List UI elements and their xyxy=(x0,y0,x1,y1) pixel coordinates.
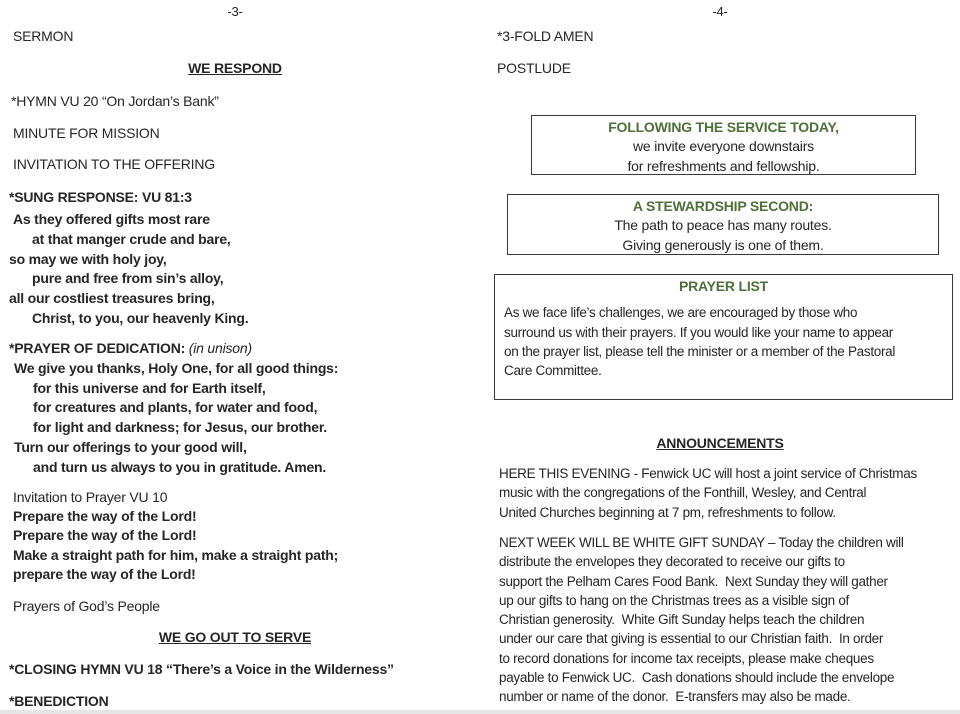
prayers-of-gods-people: Prayers of God’s People xyxy=(13,598,160,614)
prayer-list-line: As we face life’s challenges, we are encouraged by those who xyxy=(504,305,858,321)
announcement-line: under our care that giving is essential to our Christian faith. In order xyxy=(499,631,884,647)
prayer-of-dedication-heading: *PRAYER OF DEDICATION: (in unison) xyxy=(9,340,252,356)
postlude-line: POSTLUDE xyxy=(497,60,571,76)
announcement-line: HERE THIS EVENING - Fenwick UC will host a joint service of Christmas xyxy=(499,466,917,481)
box-line: we invite everyone downstairs xyxy=(633,138,814,155)
announcement-paragraph-2 xyxy=(499,533,904,707)
stewardship-box xyxy=(507,194,939,255)
verse-line: and turn us always to you in gratitude. Amen. xyxy=(33,458,327,475)
announcement-line: to record donations for income tax receipts, please make cheques xyxy=(499,650,874,666)
announcement-line: payable to Fenwick UC. Cash donations should include the envelope xyxy=(499,670,895,686)
refrain-line: Make a straight path for him, make a straight path; xyxy=(13,546,339,563)
announcement-line: NEXT WEEK WILL BE WHITE GIFT SUNDAY – Today the children will xyxy=(499,535,904,550)
invitation-to-prayer-block xyxy=(13,488,338,584)
verse-line: for this universe and for Earth itself, xyxy=(33,379,266,396)
unison-note: (in unison) xyxy=(188,340,252,356)
announcements-heading: ANNOUNCEMENTS xyxy=(656,435,784,451)
page-4 xyxy=(480,0,960,714)
prayer-list-line: surround us with their prayers. If you would like your name to appear xyxy=(504,324,894,340)
announcement-line: up our gifts to hang on the Christmas trees as a visible sign of xyxy=(499,592,849,608)
refrain-line: Prepare the way of the Lord! xyxy=(13,527,197,544)
following-service-box xyxy=(531,115,916,175)
section-heading-we-go-out-to-serve: WE GO OUT TO SERVE xyxy=(158,629,312,645)
box-line: Giving generously is one of them. xyxy=(622,236,824,253)
page-number: -3- xyxy=(227,4,243,19)
service-item-invitation-offering: INVITATION TO THE OFFERING xyxy=(13,156,215,172)
verse-line: pure and free from sin’s alloy, xyxy=(32,270,224,287)
refrain-line: prepare the way of the Lord! xyxy=(13,565,196,582)
box-title: FOLLOWING THE SERVICE TODAY, xyxy=(608,119,839,135)
sung-response-heading: *SUNG RESPONSE: VU 81:3 xyxy=(9,189,192,205)
section-heading-we-respond: WE RESPOND xyxy=(188,60,282,76)
benediction-line: *BENEDICTION xyxy=(9,693,109,709)
announcement-line: music with the congregations of the Fonthill, Wesley, and Central xyxy=(499,485,867,501)
announcement-line: number or name of the donor. E-transfers may also be made. xyxy=(499,689,851,705)
threefold-amen-line: *3-FOLD AMEN xyxy=(497,28,594,44)
announcement-line: Christian generosity. White Gift Sunday helps teach the children xyxy=(499,612,865,628)
prayer-list-line: Care Committee. xyxy=(504,363,602,379)
announcement-line: support the Pelham Cares Food Bank. Next Sunday they will gather xyxy=(499,573,888,589)
closing-hymn-line: *CLOSING HYMN VU 18 “There’s a Voice in the Wilderness” xyxy=(9,661,394,677)
announcement-line: United Churches beginning at 7 pm, refreshments to follow. xyxy=(499,504,836,520)
prayer-list-line: on the prayer list, please tell the minister or a member of the Pastoral xyxy=(504,343,896,359)
verse-line: for creatures and plants, for water and food, xyxy=(33,399,318,416)
box-line: The path to peace has many routes. xyxy=(614,217,832,234)
refrain-line: Prepare the way of the Lord! xyxy=(13,508,197,525)
sung-response-verse xyxy=(9,210,249,329)
verse-line: so may we with holy joy, xyxy=(9,250,167,267)
box-line: for refreshments and fellowship. xyxy=(627,157,820,174)
dedication-verse xyxy=(14,359,338,477)
verse-line: all our costliest treasures bring, xyxy=(9,290,215,307)
verse-line: As they offered gifts most rare xyxy=(13,211,210,227)
verse-line: at that manger crude and bare, xyxy=(32,230,231,247)
hymn-line: *HYMN VU 20 “On Jordan’s Bank” xyxy=(11,93,219,109)
box-title: A STEWARDSHIP SECOND: xyxy=(632,198,814,214)
verse-line: We give you thanks, Holy One, for all good things: xyxy=(14,360,339,376)
page-number: -4- xyxy=(712,4,728,19)
verse-line: for light and darkness; for Jesus, our brother. xyxy=(33,419,327,436)
service-item-minute-for-mission: MINUTE FOR MISSION xyxy=(13,125,160,141)
invitation-to-prayer-line: Invitation to Prayer VU 10 xyxy=(13,489,168,505)
prayer-list-text xyxy=(495,296,952,380)
verse-line: Christ, to you, our heavenly King. xyxy=(32,309,249,326)
service-item-sermon: SERMON xyxy=(13,28,74,44)
prayer-list-box xyxy=(494,274,953,400)
box-title: PRAYER LIST xyxy=(678,278,769,294)
announcement-line: distribute the envelopes they decorated to receive our gifts to xyxy=(499,554,845,570)
announcement-paragraph-1 xyxy=(499,464,917,522)
page-3 xyxy=(0,0,470,714)
page-bottom-scan-edge xyxy=(0,710,960,714)
verse-line: Turn our offerings to your good will, xyxy=(14,438,247,455)
